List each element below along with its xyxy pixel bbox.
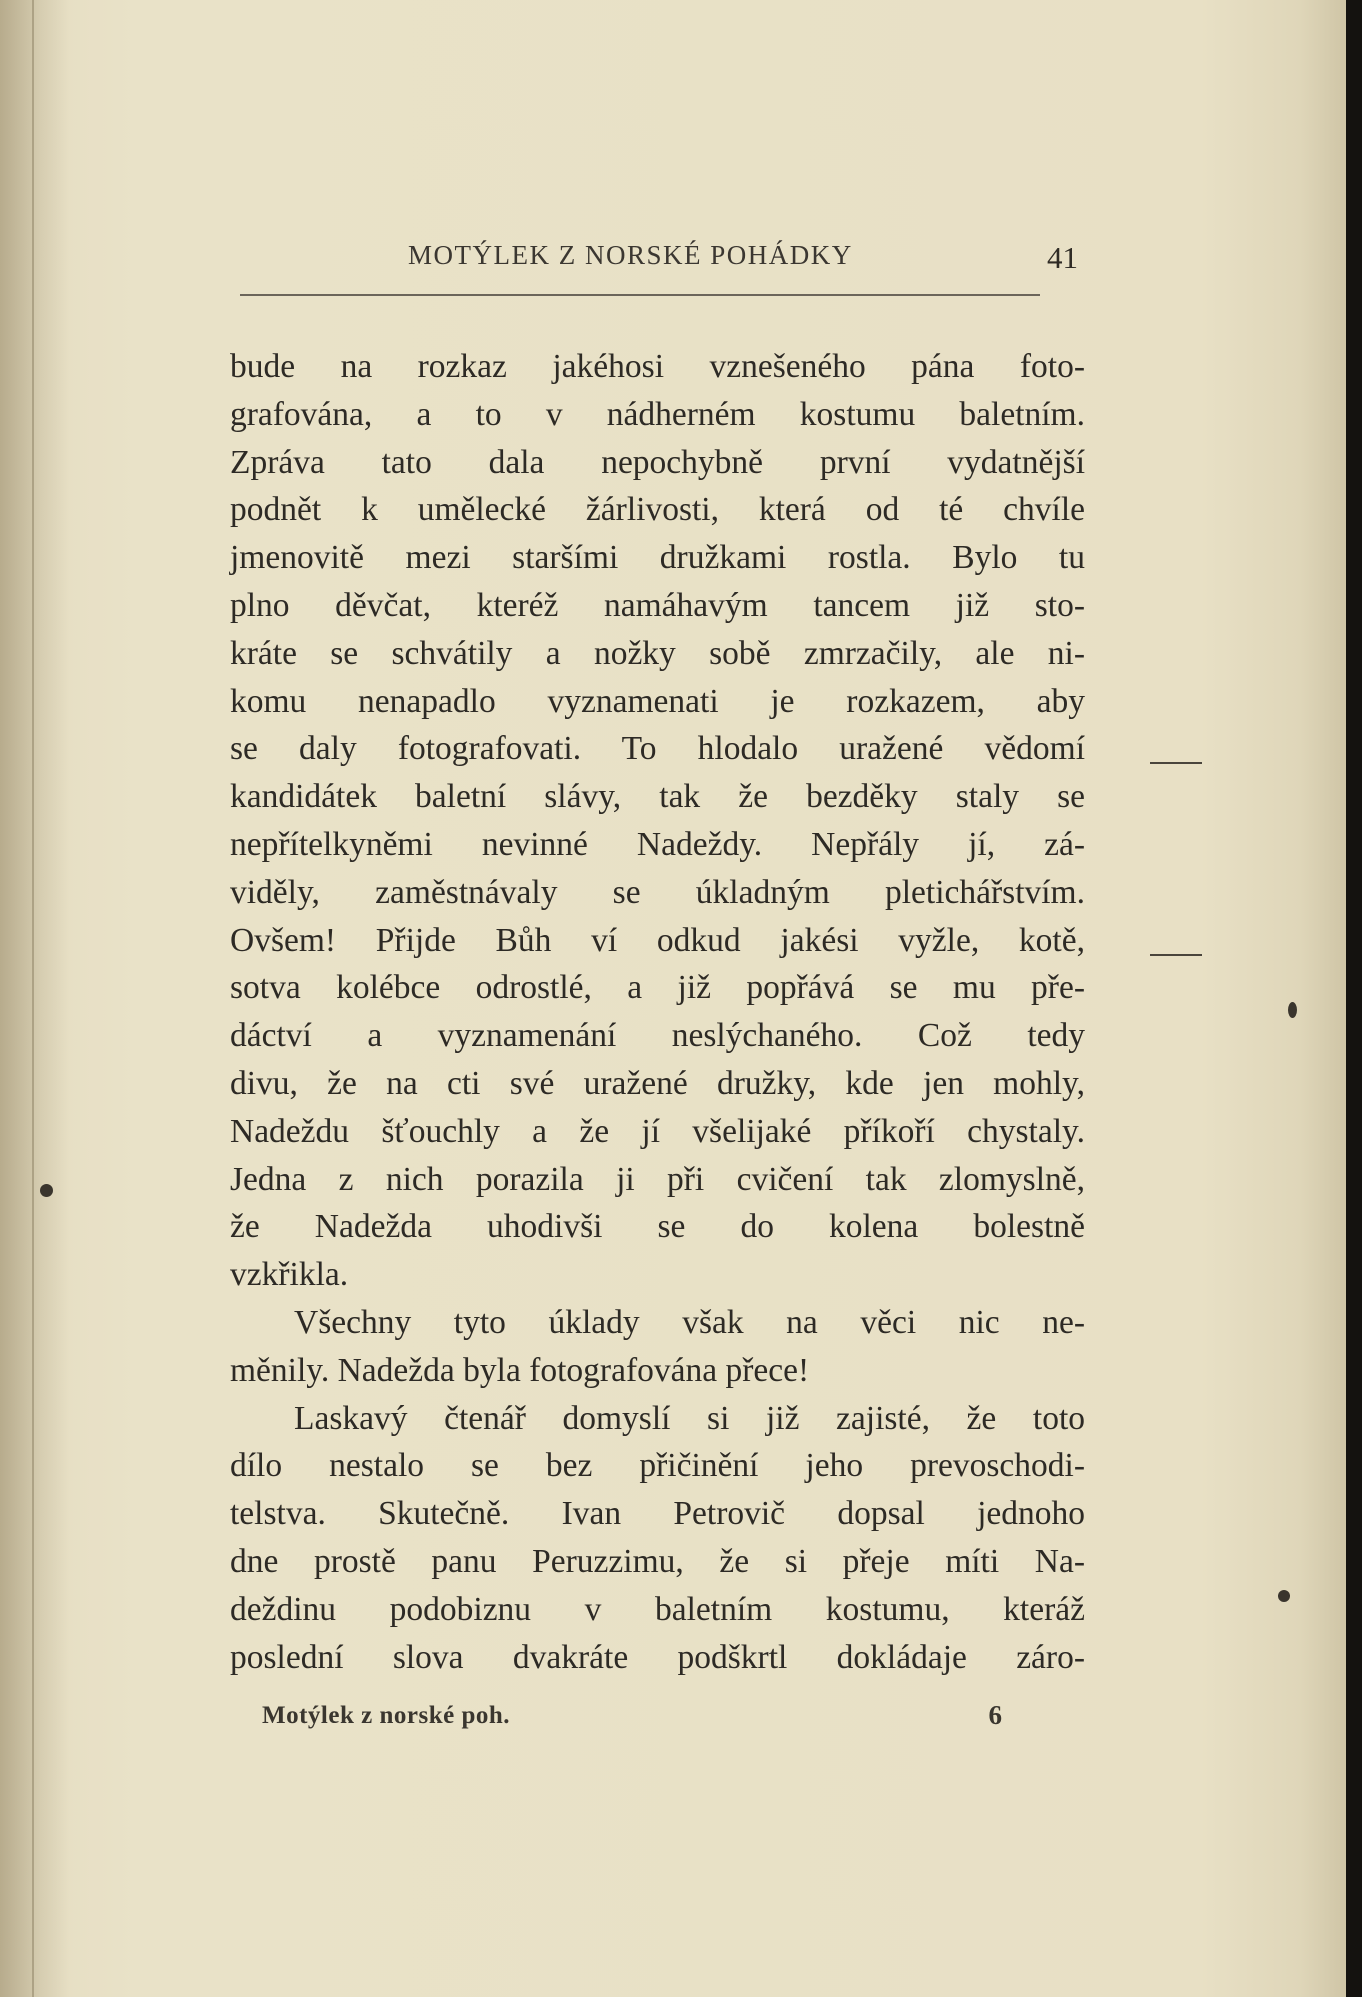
signature-mark: Motýlek z norské poh. [262,1702,510,1729]
page-number: 41 [1047,240,1078,275]
running-title: MOTÝLEK Z NORSKÉ POHÁDKY [408,240,853,270]
text-line: Všechny tyto úklady však na věci nic ne- [294,1303,1085,1341]
text-line: se daly fotografovati. To hlodalo uražené vědomí [230,730,1085,768]
margin-speck [1278,1590,1290,1602]
text-line: viděly, zaměstnávaly se úkladným pletichářstvím. [230,873,1085,911]
text-line: kandidátek baletní slávy, tak že bezděky staly se [230,778,1085,816]
margin-speck [1288,1002,1297,1018]
spine-shadow [0,0,70,1997]
text-line: podnět k umělecké žárlivosti, která od té chvíle [230,491,1085,529]
text-line: Zpráva tato dala nepochybně první vydatnější [230,443,1085,481]
text-line: Nadeždu šťouchly a že jí všelijaké příkoří chystaly. [230,1112,1085,1150]
text-line: poslední slova dvakráte podškrtl dokládaje záro- [230,1638,1085,1676]
body-text [230,343,1085,1681]
page-footer [262,1702,1022,1742]
text-line: plno děvčat, kteréž namáhavým tancem již sto- [230,586,1085,624]
margin-mark [1150,954,1202,956]
text-line: dílo nestalo se bez přičinění jeho prevoschodi- [230,1447,1085,1485]
text-line: měnily. Nadežda byla fotografována přece! [230,1351,810,1389]
text-line: nepřítelkyněmi nevinné Nadeždy. Nepřály jí, zá- [230,825,1085,863]
text-line: Laskavý čtenář domyslí si již zajisté, že toto [294,1399,1085,1437]
text-line: telstva. Skutečně. Ivan Petrovič dopsal jednoho [230,1495,1085,1533]
margin-speck [40,1184,53,1197]
text-line: jmenovitě mezi staršími družkami rostla. Bylo tu [230,539,1085,577]
text-line: Jedna z nich porazila ji při cvičení tak zlomyslně, [230,1160,1085,1198]
text-line: Ovšem! Přijde Bůh ví odkud jakési vyžle, kotě, [230,921,1085,959]
text-line: bude na rozkaz jakéhosi vznešeného pána foto- [230,348,1085,385]
text-line: grafována, a to v nádherném kostumu baletním. [230,395,1085,433]
spine-crease [32,0,34,1997]
text-line: dne prostě panu Peruzzimu, že si přeje míti Na- [230,1542,1085,1580]
text-line: deždinu podobiznu v baletním kostumu, kteráž [230,1590,1085,1628]
text-line: divu, že na cti své uražené družky, kde jen mohly, [230,1064,1085,1102]
text-line: dáctví a vyznamenání neslýchaného. Což tedy [230,1017,1085,1055]
page-header [240,232,1090,292]
margin-mark [1150,762,1202,764]
text-line: komu nenapadlo vyznamenati je rozkazem, aby [230,682,1085,720]
header-rule [240,294,1040,296]
text-line: vzkřikla. [230,1256,349,1294]
text-line: že Nadežda uhodivši se do kolena bolestně [230,1208,1085,1246]
text-line: sotva kolébce odrostlé, a již popřává se mu pře- [230,969,1085,1007]
page-edge-shadow [1346,0,1362,1997]
text-line: kráte se schvátily a nožky sobě zmrzačily, ale ni- [230,634,1085,672]
signature-number: 6 [988,1700,1002,1730]
